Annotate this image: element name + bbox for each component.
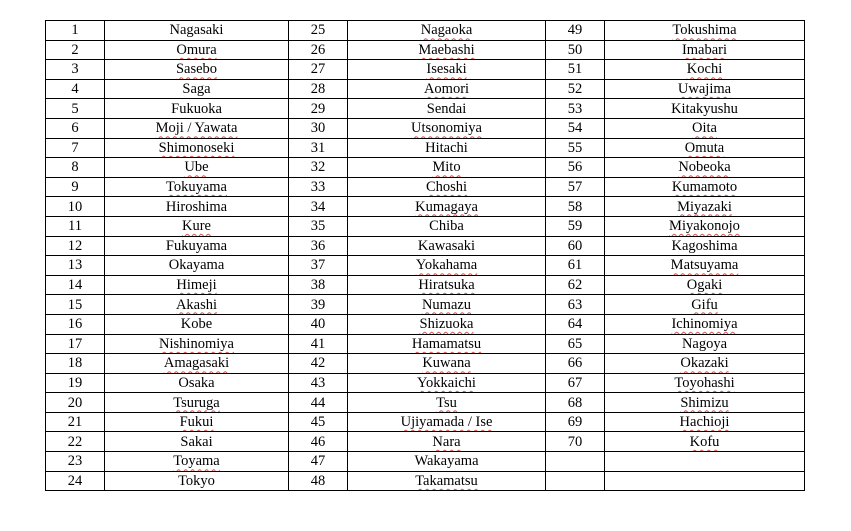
city-name-cell <box>105 158 289 178</box>
city-number-cell: 40 <box>289 314 348 334</box>
city-number-cell: 70 <box>546 432 605 452</box>
city-number-cell: 39 <box>289 295 348 315</box>
city-name: Yokahama <box>415 257 478 274</box>
city-name: Ujiyamada / Ise <box>400 414 493 431</box>
city-name-cell <box>605 21 805 41</box>
city-number-cell: 37 <box>289 256 348 276</box>
city-number-cell: 38 <box>289 275 348 295</box>
city-name: Hiroshima <box>165 198 228 215</box>
city-name-cell <box>348 40 546 60</box>
city-number-cell: 61 <box>546 256 605 276</box>
city-name: Nishinomiya <box>159 335 234 352</box>
city-name-cell <box>605 432 805 452</box>
city-number-cell: 34 <box>289 197 348 217</box>
city-name-cell <box>348 197 546 217</box>
city-name: Shimonoseki <box>158 139 235 156</box>
city-name-cell <box>605 118 805 138</box>
city-number-cell: 46 <box>289 432 348 452</box>
city-name-cell <box>348 393 546 413</box>
city-number-cell: 56 <box>546 158 605 178</box>
city-name-cell <box>605 412 805 432</box>
city-name-cell <box>605 177 805 197</box>
city-number-cell: 29 <box>289 99 348 119</box>
city-name-cell <box>348 158 546 178</box>
table-row <box>46 354 805 374</box>
city-name: Hiratsuka <box>418 277 475 294</box>
table-row <box>46 197 805 217</box>
table-row <box>46 60 805 80</box>
city-number-cell: 36 <box>289 236 348 256</box>
city-number-cell: 23 <box>46 452 105 472</box>
city-name-cell <box>105 256 289 276</box>
city-name-cell <box>605 393 805 413</box>
city-number-cell: 31 <box>289 138 348 158</box>
city-name: Gifu <box>691 296 718 313</box>
city-name: Saga <box>182 81 211 98</box>
city-number-cell: 13 <box>46 256 105 276</box>
city-name-cell <box>348 177 546 197</box>
city-number-cell: 58 <box>546 197 605 217</box>
city-name-cell <box>348 79 546 99</box>
city-name-cell <box>105 275 289 295</box>
table-row <box>46 471 805 491</box>
table-row <box>46 158 805 178</box>
city-name-cell <box>348 21 546 41</box>
city-number-cell: 43 <box>289 373 348 393</box>
city-number-cell: 19 <box>46 373 105 393</box>
city-name: Osaka <box>178 374 215 391</box>
city-name: Shizuoka <box>419 316 474 333</box>
city-name: Tokyo <box>178 472 215 489</box>
city-number-cell: 44 <box>289 393 348 413</box>
city-name-cell <box>605 138 805 158</box>
table-row <box>46 295 805 315</box>
city-number-cell: 55 <box>546 138 605 158</box>
city-number-cell: 2 <box>46 40 105 60</box>
city-name-cell <box>348 236 546 256</box>
city-name-cell <box>348 314 546 334</box>
city-number-cell: 62 <box>546 275 605 295</box>
city-name-cell <box>105 40 289 60</box>
table-row <box>46 177 805 197</box>
table-row <box>46 412 805 432</box>
city-name-cell <box>605 373 805 393</box>
city-name: Yokkaichi <box>417 374 476 391</box>
city-number-cell: 35 <box>289 216 348 236</box>
city-name-cell <box>348 334 546 354</box>
city-name-cell <box>348 216 546 236</box>
city-number-cell: 22 <box>46 432 105 452</box>
city-name: Miyazaki <box>677 198 732 215</box>
city-name: Kuwana <box>422 355 471 372</box>
city-name: Tokushima <box>672 22 737 39</box>
city-name-cell <box>605 295 805 315</box>
table-row <box>46 275 805 295</box>
city-number-cell: 9 <box>46 177 105 197</box>
city-number-cell: 67 <box>546 373 605 393</box>
city-name: Kofu <box>689 433 720 450</box>
city-name: Ube <box>184 159 209 176</box>
city-number-cell: 53 <box>546 99 605 119</box>
city-name: Kumamoto <box>671 179 738 196</box>
city-number-cell: 66 <box>546 354 605 374</box>
city-name-cell <box>605 60 805 80</box>
city-number-cell <box>546 471 605 491</box>
city-name-cell <box>105 197 289 217</box>
city-number-cell: 54 <box>546 118 605 138</box>
city-name: Kochi <box>686 61 723 78</box>
city-name: Miyakonojo <box>669 218 740 235</box>
city-name: Chiba <box>429 218 464 235</box>
city-name-cell <box>348 432 546 452</box>
city-number-cell: 49 <box>546 21 605 41</box>
city-name: Kawasaki <box>417 237 476 254</box>
table-body <box>46 21 805 491</box>
table-row <box>46 373 805 393</box>
city-number-cell: 45 <box>289 412 348 432</box>
city-number-cell: 26 <box>289 40 348 60</box>
city-name: Oita <box>692 120 717 137</box>
city-number-cell: 63 <box>546 295 605 315</box>
city-number-cell: 6 <box>46 118 105 138</box>
city-name: Hachioji <box>679 414 730 431</box>
city-name: Nagasaki <box>169 22 224 39</box>
city-number-cell: 28 <box>289 79 348 99</box>
table-row <box>46 452 805 472</box>
city-name: Hamamatsu <box>411 335 482 352</box>
city-name: Kumagaya <box>415 198 478 215</box>
city-name-cell <box>105 118 289 138</box>
city-name-cell <box>105 79 289 99</box>
city-name-cell <box>605 79 805 99</box>
city-name: Matsuyama <box>670 257 739 274</box>
city-name-cell <box>348 373 546 393</box>
city-name: Mito <box>432 159 461 176</box>
city-name-cell <box>605 236 805 256</box>
city-name: Moji / Yawata <box>155 120 238 137</box>
city-number-cell: 50 <box>546 40 605 60</box>
city-name-cell <box>605 197 805 217</box>
city-name-cell <box>605 99 805 119</box>
city-name: Fukui <box>179 414 214 431</box>
city-number-cell: 68 <box>546 393 605 413</box>
city-name-cell <box>348 452 546 472</box>
city-name-cell <box>105 314 289 334</box>
city-name: Takamatsu <box>415 472 478 489</box>
table-row <box>46 334 805 354</box>
city-name-cell <box>348 295 546 315</box>
city-name: Omura <box>176 41 217 58</box>
city-name-cell <box>105 60 289 80</box>
city-number-cell: 60 <box>546 236 605 256</box>
city-number-cell: 52 <box>546 79 605 99</box>
city-name-cell <box>605 452 805 472</box>
city-name: Ichinomiya <box>671 316 738 333</box>
city-name-cell <box>105 236 289 256</box>
city-name-cell <box>105 452 289 472</box>
city-number-cell: 69 <box>546 412 605 432</box>
city-name: Nagaoka <box>420 22 473 39</box>
city-name: Tsu <box>436 394 457 411</box>
table-row <box>46 21 805 41</box>
city-number-cell: 10 <box>46 197 105 217</box>
city-number-cell: 27 <box>289 60 348 80</box>
city-name-cell <box>348 99 546 119</box>
table-row <box>46 393 805 413</box>
city-name: Kagoshima <box>671 237 738 254</box>
city-name: Sendai <box>426 100 467 117</box>
city-name-cell <box>105 295 289 315</box>
city-name-cell <box>605 471 805 491</box>
city-number-cell: 11 <box>46 216 105 236</box>
city-number-cell: 15 <box>46 295 105 315</box>
table-row <box>46 79 805 99</box>
city-name: Kitakyushu <box>671 100 738 117</box>
city-name-cell <box>105 471 289 491</box>
city-name: Hitachi <box>425 139 468 156</box>
city-name-cell <box>105 373 289 393</box>
city-name-cell <box>105 138 289 158</box>
city-name-cell <box>605 314 805 334</box>
table-row <box>46 99 805 119</box>
city-name: Shimizu <box>680 394 729 411</box>
city-name: Utsonomiya <box>411 120 482 137</box>
city-number-cell: 16 <box>46 314 105 334</box>
city-name-cell <box>605 40 805 60</box>
city-name-cell <box>105 354 289 374</box>
city-number-cell: 8 <box>46 158 105 178</box>
city-number-cell: 47 <box>289 452 348 472</box>
city-name: Tokuyama <box>166 179 227 196</box>
city-name: Kobe <box>180 316 213 333</box>
city-name: Okazaki <box>680 355 729 372</box>
table-row <box>46 118 805 138</box>
city-name: Imabari <box>681 41 728 58</box>
city-name: Aomori <box>423 81 470 98</box>
city-name-cell <box>348 60 546 80</box>
city-number-cell: 5 <box>46 99 105 119</box>
city-number-cell: 42 <box>289 354 348 374</box>
city-name-cell <box>348 256 546 276</box>
city-number-cell: 3 <box>46 60 105 80</box>
city-name: Nara <box>432 433 461 450</box>
city-number-cell: 51 <box>546 60 605 80</box>
city-number-cell: 30 <box>289 118 348 138</box>
city-name-cell <box>348 275 546 295</box>
city-name: Tsuruga <box>173 394 220 411</box>
table-row <box>46 236 805 256</box>
city-number-cell: 4 <box>46 79 105 99</box>
city-name: Okayama <box>168 257 225 274</box>
city-name-cell <box>605 256 805 276</box>
city-name: Sakai <box>180 433 213 450</box>
city-name: Choshi <box>425 179 468 196</box>
city-name: Sasebo <box>175 61 218 78</box>
city-number-cell: 24 <box>46 471 105 491</box>
city-number-cell: 59 <box>546 216 605 236</box>
city-number-cell: 7 <box>46 138 105 158</box>
city-name: Fukuyama <box>165 237 228 254</box>
city-number-cell: 65 <box>546 334 605 354</box>
city-name-cell <box>105 21 289 41</box>
city-number-cell: 64 <box>546 314 605 334</box>
city-name-cell <box>105 99 289 119</box>
table-row <box>46 314 805 334</box>
city-number-cell: 12 <box>46 236 105 256</box>
city-name-cell <box>348 412 546 432</box>
city-number-cell: 33 <box>289 177 348 197</box>
city-number-cell: 18 <box>46 354 105 374</box>
city-name-cell <box>105 334 289 354</box>
cities-table <box>45 20 805 491</box>
city-name-cell <box>105 432 289 452</box>
city-name-cell <box>605 216 805 236</box>
city-name: Toyama <box>173 453 220 470</box>
city-name: Kure <box>182 218 211 235</box>
city-number-cell: 17 <box>46 334 105 354</box>
city-name-cell <box>348 354 546 374</box>
city-name-cell <box>105 177 289 197</box>
table-row <box>46 432 805 452</box>
table-row <box>46 138 805 158</box>
city-name-cell <box>348 471 546 491</box>
city-name: Omuta <box>684 139 725 156</box>
city-number-cell: 57 <box>546 177 605 197</box>
city-number-cell: 1 <box>46 21 105 41</box>
city-number-cell: 48 <box>289 471 348 491</box>
city-number-cell: 25 <box>289 21 348 41</box>
table-row <box>46 256 805 276</box>
city-number-cell <box>546 452 605 472</box>
city-name-cell <box>605 354 805 374</box>
city-name-cell <box>348 138 546 158</box>
city-name: Wakayama <box>414 453 479 470</box>
city-name: Himeji <box>176 277 217 294</box>
city-name-cell <box>105 393 289 413</box>
city-name: Toyohashi <box>674 374 735 391</box>
city-number-cell: 32 <box>289 158 348 178</box>
city-name: Nagoya <box>681 335 728 352</box>
city-name: Numazu <box>421 296 472 313</box>
city-name: Maebashi <box>418 41 475 58</box>
table-row <box>46 216 805 236</box>
city-name-cell <box>105 216 289 236</box>
city-number-cell: 20 <box>46 393 105 413</box>
city-name: Nobeoka <box>678 159 731 176</box>
city-name-cell <box>605 158 805 178</box>
city-name-cell <box>605 275 805 295</box>
city-number-cell: 21 <box>46 412 105 432</box>
city-name: Ogaki <box>686 277 723 294</box>
city-number-cell: 41 <box>289 334 348 354</box>
city-name: Isesaki <box>426 61 467 78</box>
city-name-cell <box>105 412 289 432</box>
city-number-cell: 14 <box>46 275 105 295</box>
city-name: Fukuoka <box>171 100 222 117</box>
table-row <box>46 40 805 60</box>
city-name-cell <box>348 118 546 138</box>
city-name: Akashi <box>175 296 218 313</box>
city-name-cell <box>605 334 805 354</box>
city-name: Amagasaki <box>163 355 230 372</box>
city-name: Uwajima <box>677 81 732 98</box>
